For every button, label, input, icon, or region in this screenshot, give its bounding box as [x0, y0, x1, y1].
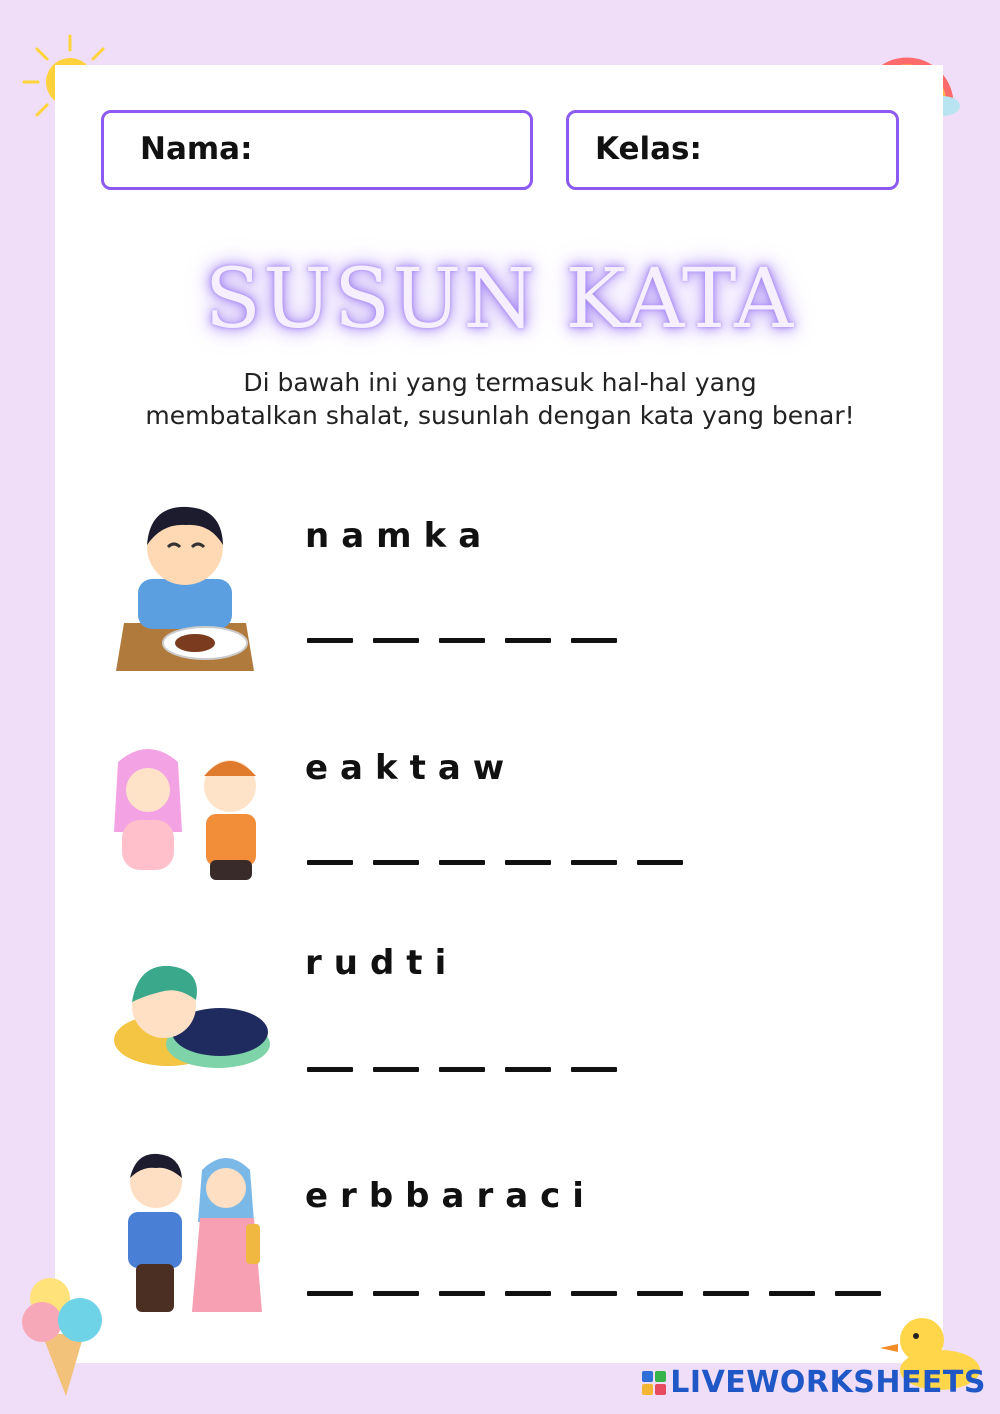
page-title: SUSUN KATA [204, 252, 796, 347]
blank[interactable] [373, 1067, 419, 1072]
scrambled-word-2: eaktaw [305, 748, 517, 788]
blank[interactable] [637, 1291, 683, 1296]
liveworksheets-logo-icon [642, 1371, 666, 1395]
instructions [0, 366, 1000, 432]
answer-blanks-2[interactable] [307, 860, 683, 865]
brand-watermark [642, 1365, 986, 1400]
blank[interactable] [373, 1291, 419, 1296]
class-label: Kelas: [595, 131, 702, 167]
scrambled-word-1: namka [305, 516, 494, 556]
instructions-line-1: Di bawah ini yang termasuk hal-hal yang [243, 368, 757, 397]
blank[interactable] [835, 1291, 881, 1296]
scrambled-word-3: rudti [305, 943, 459, 983]
blank[interactable] [307, 860, 353, 865]
answer-blanks-1[interactable] [307, 638, 617, 643]
blank[interactable] [571, 638, 617, 643]
blank[interactable] [505, 1067, 551, 1072]
blank[interactable] [439, 638, 485, 643]
blank[interactable] [571, 860, 617, 865]
blank[interactable] [439, 860, 485, 865]
blank[interactable] [769, 1291, 815, 1296]
scrambled-word-4: erbbaraci [305, 1176, 596, 1216]
answer-blanks-4[interactable] [307, 1291, 881, 1296]
blank[interactable] [505, 1291, 551, 1296]
blank[interactable] [373, 860, 419, 865]
blank[interactable] [637, 860, 683, 865]
blank[interactable] [439, 1067, 485, 1072]
blank[interactable] [571, 1291, 617, 1296]
child-sleeping-icon [108, 958, 272, 1078]
blank[interactable] [505, 860, 551, 865]
answer-blanks-3[interactable] [307, 1067, 617, 1072]
blank[interactable] [571, 1067, 617, 1072]
name-field[interactable] [101, 110, 533, 190]
children-talking-icon [118, 1152, 266, 1320]
class-field[interactable] [566, 110, 899, 190]
blank[interactable] [307, 1067, 353, 1072]
instructions-line-2: membatalkan shalat, susunlah dengan kata yang benar! [145, 401, 855, 430]
brand-text: LIVEWORKSHEETS [670, 1365, 986, 1400]
ice-cream-icon [14, 1276, 110, 1400]
blank[interactable] [439, 1291, 485, 1296]
boy-eating-icon [110, 495, 260, 673]
blank[interactable] [505, 638, 551, 643]
blank[interactable] [703, 1291, 749, 1296]
blank[interactable] [373, 638, 419, 643]
blank[interactable] [307, 1291, 353, 1296]
blank[interactable] [307, 638, 353, 643]
children-laughing-icon [100, 742, 272, 884]
name-label: Nama: [140, 131, 253, 167]
